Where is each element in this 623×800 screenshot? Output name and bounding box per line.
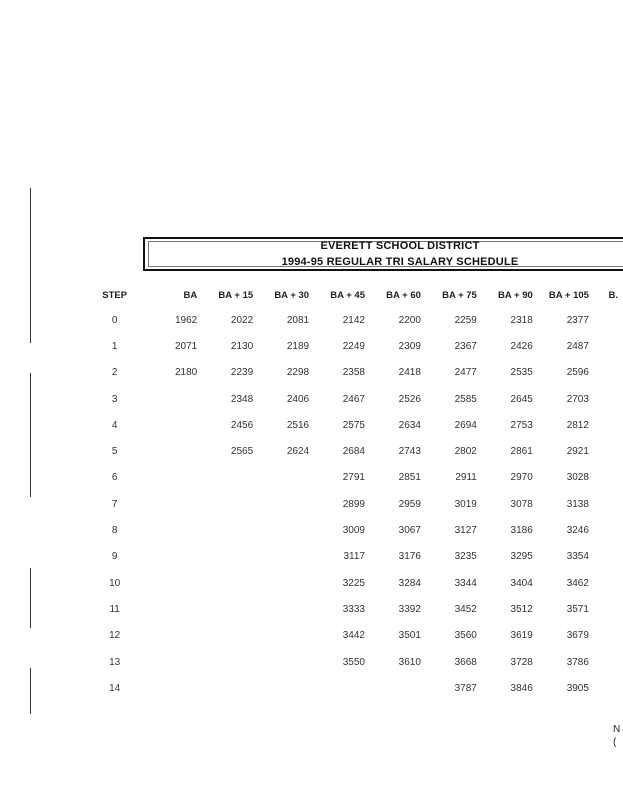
col-header-ba105: BA + 105 xyxy=(548,289,589,301)
salary-cell xyxy=(253,596,309,622)
salary-cell: 3501 xyxy=(398,630,421,642)
salary-cell: 2180 xyxy=(174,367,198,379)
salary-cell xyxy=(253,649,309,675)
edge-mark: ( xyxy=(613,737,617,748)
salary-cell: 2899 xyxy=(342,498,365,510)
salary-cell xyxy=(253,675,309,701)
salary-cell xyxy=(365,675,421,701)
salary-cell: 3679 xyxy=(566,630,589,642)
salary-cell xyxy=(133,623,197,649)
table-row xyxy=(96,386,618,412)
step-cell: 8 xyxy=(111,525,118,537)
salary-cell: 3550 xyxy=(342,656,365,668)
salary-cell-cut xyxy=(589,307,618,333)
salary-cell xyxy=(133,465,197,491)
step-cell: 3 xyxy=(111,393,118,405)
salary-cell: 3028 xyxy=(566,472,589,484)
step-cell: 4 xyxy=(111,419,118,431)
salary-cell-cut xyxy=(589,517,618,543)
salary-cell-cut xyxy=(589,491,618,517)
salary-cell xyxy=(253,517,309,543)
salary-cell-cut xyxy=(589,360,618,386)
salary-cell: 2911 xyxy=(455,472,477,484)
salary-cell: 3246 xyxy=(566,525,589,537)
salary-cell: 3462 xyxy=(566,577,589,589)
salary-cell: 2309 xyxy=(398,340,421,352)
salary-cell-cut xyxy=(589,570,618,596)
margin-line xyxy=(30,373,31,497)
salary-cell: 2358 xyxy=(342,367,365,379)
salary-cell: 3127 xyxy=(454,525,477,537)
step-cell: 13 xyxy=(109,656,121,668)
salary-cell xyxy=(197,623,253,649)
district-title: EVERETT SCHOOL DISTRICT xyxy=(320,240,480,252)
salary-cell: 2921 xyxy=(566,446,589,458)
salary-cell: 2703 xyxy=(566,393,589,405)
salary-cell: 2596 xyxy=(566,367,589,379)
table-row xyxy=(96,412,618,438)
salary-cell xyxy=(133,675,197,701)
salary-cell: 3284 xyxy=(398,577,421,589)
salary-cell: 3333 xyxy=(342,603,365,615)
salary-cell xyxy=(133,544,197,570)
salary-cell: 2426 xyxy=(510,340,533,352)
salary-cell: 3905 xyxy=(566,682,589,694)
col-header-ba75: BA + 75 xyxy=(442,289,477,301)
table-row xyxy=(96,596,618,622)
salary-cell: 2406 xyxy=(286,393,310,405)
salary-cell: 2585 xyxy=(454,393,477,405)
step-cell: 10 xyxy=(109,577,121,589)
salary-cell: 3787 xyxy=(454,682,477,694)
salary-cell: 2753 xyxy=(510,419,533,431)
salary-cell: 3344 xyxy=(454,577,477,589)
table-row xyxy=(96,675,618,701)
margin-line xyxy=(30,568,31,628)
edge-mark: N xyxy=(613,724,621,735)
salary-cell: 3067 xyxy=(398,525,421,537)
salary-cell xyxy=(197,544,253,570)
salary-cell-cut xyxy=(589,465,618,491)
salary-cell xyxy=(133,412,197,438)
step-cell: 2 xyxy=(111,367,118,379)
salary-cell: 2851 xyxy=(398,472,421,484)
salary-cell: 3668 xyxy=(454,656,477,668)
salary-cell-cut xyxy=(589,333,618,359)
step-cell: 9 xyxy=(111,551,118,563)
salary-cell: 2142 xyxy=(342,314,365,326)
salary-cell: 3009 xyxy=(342,525,365,537)
salary-cell xyxy=(253,491,309,517)
salary-cell: 3619 xyxy=(510,630,533,642)
salary-cell xyxy=(197,649,253,675)
table-row xyxy=(96,465,618,491)
header-row xyxy=(96,283,618,307)
col-header-ba30: BA + 30 xyxy=(274,289,310,301)
salary-cell: 3019 xyxy=(454,498,477,510)
salary-cell xyxy=(253,465,309,491)
salary-cell: 2318 xyxy=(510,314,533,326)
salary-cell-cut xyxy=(589,675,618,701)
salary-cell xyxy=(253,623,309,649)
salary-cell: 2565 xyxy=(230,446,254,458)
table-row xyxy=(96,570,618,596)
salary-cell: 2377 xyxy=(566,314,589,326)
salary-cell: 2812 xyxy=(566,419,589,431)
salary-cell: 1962 xyxy=(174,314,198,326)
salary-cell: 3442 xyxy=(342,630,365,642)
salary-cell: 3138 xyxy=(566,498,589,510)
table-row xyxy=(96,544,618,570)
salary-cell: 2367 xyxy=(454,340,477,352)
salary-cell xyxy=(197,675,253,701)
salary-cell: 2081 xyxy=(286,314,310,326)
salary-cell: 2535 xyxy=(510,367,533,379)
salary-cell xyxy=(133,596,197,622)
salary-cell: 3225 xyxy=(342,577,365,589)
salary-cell: 2487 xyxy=(566,340,589,352)
table-row xyxy=(96,517,618,543)
salary-cell: 2249 xyxy=(342,340,365,352)
step-cell: 12 xyxy=(109,630,121,642)
salary-cell xyxy=(197,517,253,543)
salary-cell xyxy=(253,570,309,596)
salary-cell xyxy=(133,649,197,675)
salary-cell xyxy=(133,491,197,517)
table-row xyxy=(96,623,618,649)
salary-cell-cut xyxy=(589,649,618,675)
table-row xyxy=(96,649,618,675)
step-cell: 14 xyxy=(109,682,121,694)
salary-cell: 2189 xyxy=(286,340,310,352)
salary-cell: 3392 xyxy=(398,603,421,615)
salary-cell: 2259 xyxy=(454,314,477,326)
salary-cell: 3295 xyxy=(510,551,533,563)
table-row xyxy=(96,360,618,386)
table-row xyxy=(96,438,618,464)
col-header-ba: BA xyxy=(183,289,198,301)
salary-cell-cut xyxy=(589,596,618,622)
salary-cell xyxy=(133,570,197,596)
salary-cell: 2467 xyxy=(342,393,365,405)
salary-cell: 3571 xyxy=(566,603,589,615)
margin-line xyxy=(30,668,31,714)
salary-cell: 3186 xyxy=(510,525,533,537)
salary-cell xyxy=(197,596,253,622)
salary-cell: 2130 xyxy=(230,340,254,352)
col-header-ba90: BA + 90 xyxy=(498,289,533,301)
salary-cell: 2239 xyxy=(230,367,254,379)
salary-cell: 3117 xyxy=(343,551,365,563)
salary-cell: 3235 xyxy=(454,551,477,563)
salary-cell xyxy=(197,491,253,517)
step-cell: 7 xyxy=(111,498,118,510)
salary-schedule-table xyxy=(96,283,618,701)
salary-cell-cut xyxy=(589,386,618,412)
step-cell: 0 xyxy=(111,314,118,326)
salary-cell-cut xyxy=(589,438,618,464)
salary-cell xyxy=(309,675,365,701)
salary-cell: 2624 xyxy=(286,446,310,458)
salary-cell xyxy=(197,570,253,596)
salary-cell: 3512 xyxy=(510,603,533,615)
salary-cell: 2456 xyxy=(230,419,254,431)
salary-cell: 3078 xyxy=(510,498,533,510)
salary-cell: 2022 xyxy=(230,314,254,326)
salary-cell: 2861 xyxy=(510,446,533,458)
salary-cell-cut xyxy=(589,412,618,438)
salary-cell: 2526 xyxy=(398,393,421,405)
table-row xyxy=(96,491,618,517)
step-cell: 1 xyxy=(111,340,118,352)
salary-cell: 2477 xyxy=(454,367,477,379)
salary-cell: 2684 xyxy=(342,446,365,458)
salary-cell xyxy=(133,438,197,464)
margin-line xyxy=(30,188,31,343)
col-header-step: STEP xyxy=(102,289,128,301)
salary-cell xyxy=(197,465,253,491)
salary-cell: 3846 xyxy=(510,682,533,694)
step-cell: 6 xyxy=(111,472,118,484)
salary-cell-cut xyxy=(589,544,618,570)
salary-cell: 3560 xyxy=(454,630,477,642)
col-header-ba15: BA + 15 xyxy=(218,289,254,301)
col-header-cut: B. xyxy=(608,289,618,301)
salary-cell: 2575 xyxy=(342,419,365,431)
salary-cell: 2200 xyxy=(398,314,421,326)
salary-cell xyxy=(133,386,197,412)
step-cell: 11 xyxy=(109,603,120,615)
salary-cell-cut xyxy=(589,623,618,649)
salary-cell: 2959 xyxy=(398,498,421,510)
salary-cell: 3610 xyxy=(398,656,421,668)
col-header-ba45: BA + 45 xyxy=(330,289,365,301)
salary-cell: 2645 xyxy=(510,393,533,405)
salary-cell: 2970 xyxy=(510,472,533,484)
salary-cell: 2802 xyxy=(454,446,477,458)
salary-cell: 3404 xyxy=(510,577,533,589)
salary-cell xyxy=(133,517,197,543)
salary-cell: 2634 xyxy=(398,419,421,431)
table-row xyxy=(96,307,618,333)
salary-cell: 2071 xyxy=(174,340,198,352)
step-cell: 5 xyxy=(111,446,118,458)
salary-cell: 3452 xyxy=(454,603,477,615)
salary-cell: 3354 xyxy=(566,551,589,563)
salary-cell: 2348 xyxy=(230,393,254,405)
salary-cell: 2791 xyxy=(342,472,365,484)
schedule-title: 1994-95 REGULAR TRI SALARY SCHEDULE xyxy=(281,256,519,268)
salary-cell: 2516 xyxy=(286,419,310,431)
table-row xyxy=(96,333,618,359)
salary-cell: 2694 xyxy=(454,419,477,431)
salary-cell: 2298 xyxy=(286,367,310,379)
col-header-ba60: BA + 60 xyxy=(386,289,421,301)
salary-cell: 3176 xyxy=(398,551,421,563)
salary-cell: 3786 xyxy=(566,656,589,668)
salary-cell xyxy=(253,544,309,570)
salary-cell: 2418 xyxy=(398,367,421,379)
salary-cell: 3728 xyxy=(510,656,533,668)
salary-cell: 2743 xyxy=(398,446,421,458)
